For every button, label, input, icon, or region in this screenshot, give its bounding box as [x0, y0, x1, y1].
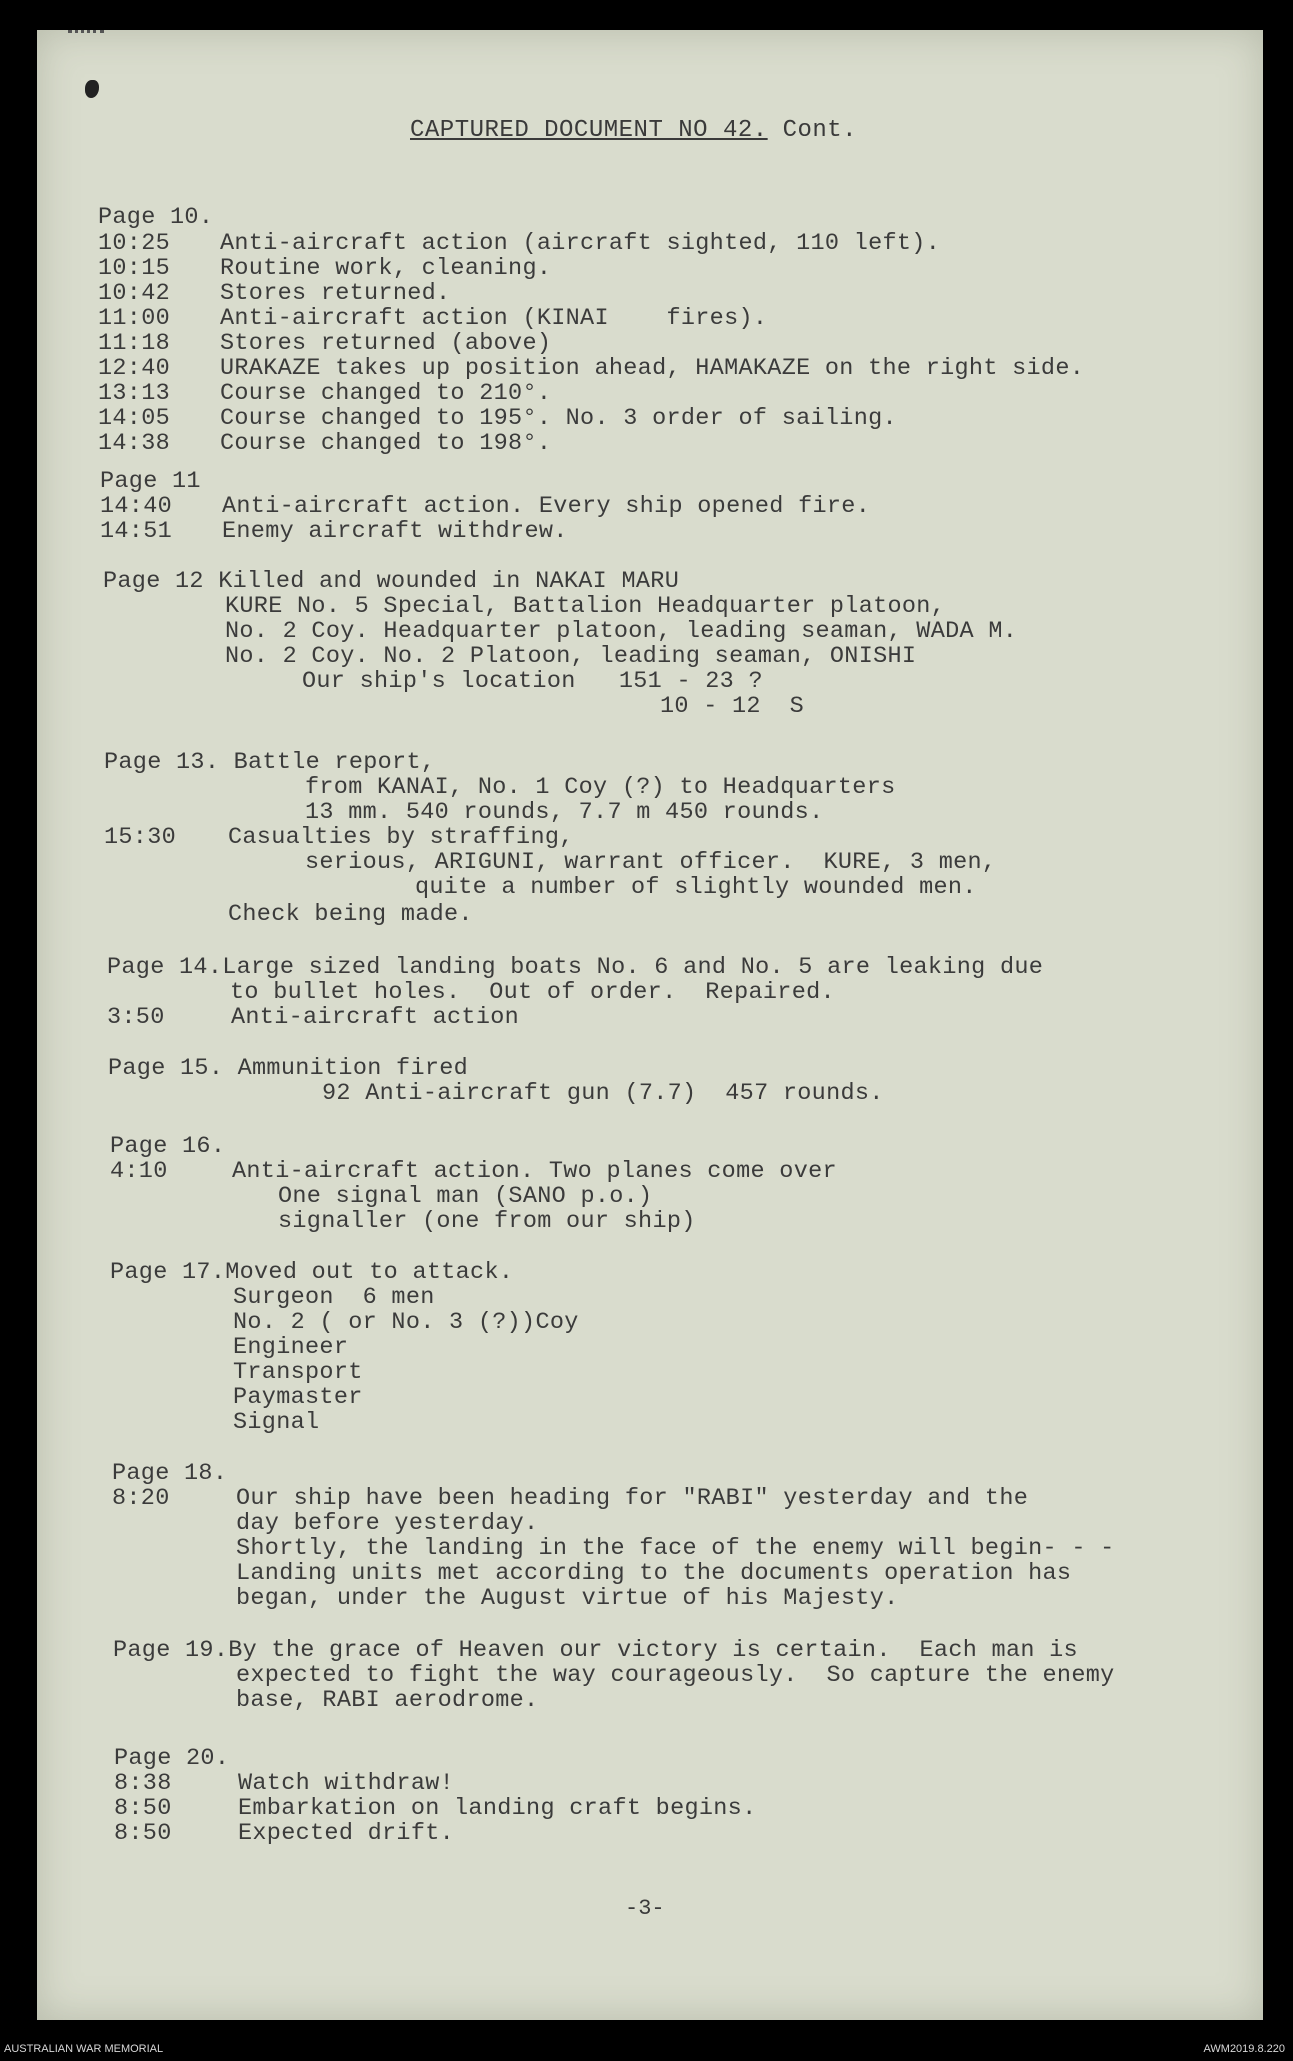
page-heading: Page 10. [98, 204, 214, 231]
text-line: Check being made. [228, 901, 473, 928]
text-line: serious, ARIGUNI, warrant officer. KURE, 3 men, [305, 849, 997, 876]
text-line: One signal man (SANO p.o.) [278, 1183, 653, 1210]
page-heading: Page 20. [114, 1745, 230, 1772]
page-heading: Page 14.Large sized landing boats No. 6 and No. 5 are leaking due [107, 954, 1044, 981]
text-line: Landing units met according to the documents operation has [236, 1560, 1072, 1587]
text-line: Engineer [233, 1334, 349, 1361]
text-line: began, under the August virtue of his Majesty. [236, 1585, 899, 1612]
page-heading: Page 15. Ammunition fired [108, 1055, 469, 1082]
title-text: CAPTURED DOCUMENT NO 42. [410, 117, 768, 144]
text-line: signaller (one from our ship) [278, 1208, 696, 1235]
text-line: expected to fight the way courageously. So capture the enemy [236, 1662, 1115, 1689]
page-heading: Page 12 Killed and wounded in NAKAI MARU [103, 568, 680, 595]
text-line: day before yesterday. [236, 1510, 539, 1537]
ink-mark [68, 30, 104, 36]
text-line: from KANAI, No. 1 Coy (?) to Headquarters [305, 774, 896, 801]
text-line: Surgeon 6 men [233, 1284, 435, 1311]
page-number: -3- [625, 1896, 665, 1921]
text-line: Signal [233, 1409, 320, 1436]
page-heading: Page 19.By the grace of Heaven our victory is certain. Each man is [113, 1637, 1078, 1664]
text-line: Transport [233, 1359, 363, 1386]
page-heading: Page 18. [112, 1460, 228, 1487]
page-heading: Page 11 [100, 468, 201, 495]
page-heading: Page 16. [110, 1133, 226, 1160]
text-line: KURE No. 5 Special, Battalion Headquarter platoon, [225, 593, 946, 620]
text-line: Our ship's location 151 - 23 ? [302, 668, 763, 695]
title-suffix: Cont. [782, 117, 858, 144]
text-line: No. 2 Coy. Headquarter platoon, leading seaman, WADA M. [225, 618, 1018, 645]
footer-archive-name: AUSTRALIAN WAR MEMORIAL [4, 2043, 164, 2055]
page-heading: Page 17.Moved out to attack. [110, 1259, 514, 1286]
footer-accession-number: AWM2019.8.220 [1203, 2043, 1285, 2055]
text-line: Paymaster [233, 1384, 363, 1411]
text-line: No. 2 Coy. No. 2 Platoon, leading seaman, ONISHI [225, 643, 917, 670]
text-line: No. 2 ( or No. 3 (?))Coy [233, 1309, 579, 1336]
text-line: 10 - 12 S [660, 693, 805, 720]
text-line: 92 Anti-aircraft gun (7.7) 457 rounds. [322, 1080, 884, 1107]
text-line: quite a number of slightly wounded men. [415, 874, 977, 901]
text-line: 13 mm. 540 rounds, 7.7 m 450 rounds. [305, 799, 824, 826]
text-line: to bullet holes. Out of order. Repaired. [230, 979, 835, 1006]
text-line: base, RABI aerodrome. [236, 1687, 539, 1714]
document-title [410, 117, 857, 144]
text-line: Shortly, the landing in the face of the enemy will begin- - - [236, 1535, 1115, 1562]
page-heading: Page 13. Battle report, [104, 749, 436, 776]
